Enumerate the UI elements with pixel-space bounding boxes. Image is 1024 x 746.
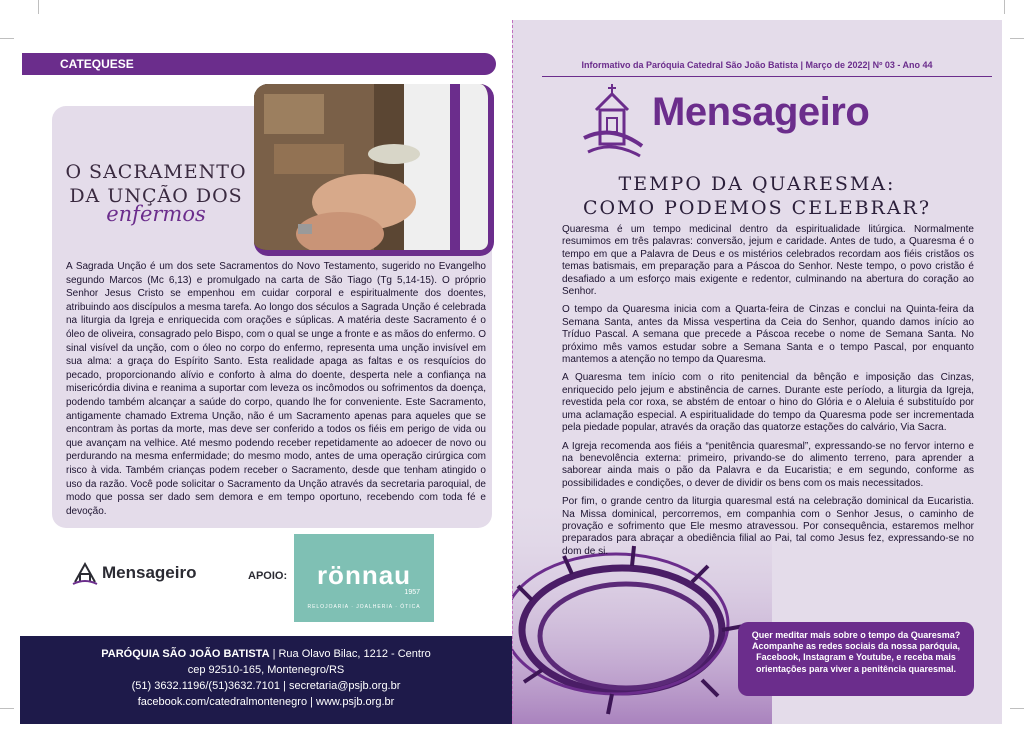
headline [512, 172, 1002, 220]
headline-line-1: TEMPO DA QUARESMA: [618, 173, 896, 195]
sponsor-year: 1957 [404, 589, 420, 596]
left-page [20, 20, 512, 724]
fold-line [512, 20, 513, 724]
footer-cep: cep 92510-165, Montenegro/RS [187, 664, 345, 676]
church-icon [72, 560, 98, 586]
right-page [512, 20, 1002, 724]
info-line: Informativo da Paróquia Catedral São João Batista | Março de 2022| Nº 03 - Ano 44 [581, 60, 933, 70]
article-body: A Sagrada Unção é um dos sete Sacramentos do Novo Testamento, sugerido no Evangelho segundo Marcos (Mc 6,13) e promulgado na carta de São Tiago (Tg 5,14-15). O próprio Senhor Jesus Cristo se empenhou em cuidar corporal e espiritualmente dos doentes, atribuindo aos discípulos a mesma tarefa. Ao longo dos séculos a Sagrada Unção é celebrada na liturgia da Igreja e enriquecida com orações e súplicas. A matéria deste Sacramento é o óleo de oliveira, consagrado pelo Bispo, com o qual se unge a fronte e as mãos do enfermo. O sinal visível da unção, com o óleo no corpo do enfermo, representa uma unção invisível em sua alma: a graça do Espírito Santo. Esta realidade apaga as faltas e os resquícios do pecado, proporcionando alívio e conforto à alma do doente, desperta nele a confiança na misericórdia divina e reanima a suportar com leveza os incômodos ou sofrimentos da doença, podendo também alcançar a saúde do corpo, quando lhe for conveniente. Este Sacramento, antigamente chamado Extrema Unção, não é um Sacramento apenas para aqueles que se encontram às portas da morte, mas deve ser conferido a todos os fiéis em perigo de vida ou que avançam na velhice. Até mesmo podendo receber repetidamente ao adoecer de novo ou perdurando na mesma enfermidade; do mesmo modo, antes de uma operação cirúrgica com risco à vida. Também crianças podem receber o Sacramento, desde que tenham atingido o uso da razão. Você pode solicitar o Sacramento da Unção através da secretaria paroquial, de modo que possa ser dado sem demora e em tempo oportuno, recebendo com toda fé e devoção. [66, 261, 486, 517]
section-label: CATEQUESE [22, 53, 496, 75]
masthead-title: Mensageiro [652, 90, 870, 134]
sponsor-subtitle: RELOJOARIA · JOALHERIA · ÓTICA [307, 604, 421, 610]
info-rule [542, 76, 992, 77]
article-title-script: enfermos [106, 202, 206, 226]
paragraph: A Quaresma tem início com o rito penitencial da bênção e imposição das Cinzas, enriquecido pelo jejum e abstinência de carnes. Durante este período, a liturgia da Igreja, revestida pela cor roxa, se abstém de entoar o hino do Glória e o Aleluia é substituído por uma aclamação especial. A espiritualidade do tempo da Quaresma pode ser incrementada pela piedade popular, através da oração das quatorze estações do calvário, Via Sacra. [562, 372, 974, 434]
crop-mark [1004, 0, 1005, 14]
crop-mark [1010, 708, 1024, 709]
paragraph: Quaresma é um tempo medicinal dentro da espiritualidade litúrgica. Normalmente resumimos em três palavras: conversão, jejum e caridade. Antes de tudo, a Quaresma é o tempo em que a Palavra de Deus e os mistérios celebrados recordam aos fiéis cristãos os temas batismais, em preparação para a Páscoa do Senhor. Neste tempo, o povo cristão é desafiado a um esforço mais exigente e redentor, culminando na abertura do coração ao Senhor. [562, 224, 974, 298]
footer-line-1 [20, 646, 512, 662]
callout-box: Quer meditar mais sobre o tempo da Quaresma? Acompanhe as redes sociais da nossa paróquia, Facebook, Instagram e Youtube, e receba mais orientações para viver a penitência quaresmal. [738, 622, 974, 696]
apoio-label: APOIO: [248, 570, 288, 582]
crop-mark [0, 708, 14, 709]
footer-parish: PARÓQUIA SÃO JOÃO BATISTA [101, 648, 270, 660]
headline-line-2: COMO PODEMOS CELEBRAR? [582, 197, 932, 219]
article-title [58, 160, 254, 208]
crop-mark [1010, 38, 1024, 39]
article-title-line-1: O SACRAMENTO [65, 161, 247, 183]
article-title-line-2: DA UNÇÃO DOS [69, 185, 243, 207]
footer-phones: (51) 3632.1196/(51)3632.7101 | secretaria@psjb.org.br [131, 680, 401, 692]
sponsor-name: rönnau [316, 560, 412, 590]
crop-mark [38, 0, 39, 14]
paragraph: Por fim, o grande centro da liturgia quaresmal está na celebração dominical da Eucaristia. Na Missa dominical, percorremos, em companhia com o Senhor Jesus, o caminho de provação e sofrimento que Ele mesmo atravessou. Por consequência, estaremos melhor preparados para abraçar a obediência filial ao Pai, tal como Jesus fez, expressando-se no dom de si. [562, 496, 974, 557]
logo-text: Mensageiro [102, 563, 197, 582]
sponsor-logo [294, 534, 434, 622]
footer-web: facebook.com/catedralmontenegro | www.psjb.org.br [137, 696, 395, 708]
church-icon [582, 80, 646, 160]
anointing-photo [254, 84, 494, 256]
mensageiro-logo-small [72, 560, 196, 586]
paragraph: A Igreja recomenda aos fiéis a “penitência quaresmal”, expressando-se no fervor interno e na benevolência externa: primeiro, privando-se do alimento terreno, para aprender a saborear ainda mais o pão da Palavra e da Eucaristia; e em segundo, conforme as possibilidades e condições, o dever de dividir os bens com os mais necessitados. [562, 440, 974, 489]
crop-mark [0, 38, 14, 39]
paragraph: O tempo da Quaresma inicia com a Quarta-feira de Cinzas e conclui na Quinta-feira da Semana Santa, antes da Missa vespertina da Ceia do Senhor, quando damos início ao Tríduo Pascal. A semana que precede a Páscoa recebe o nome de Semana Santa. No próximo mês vamos estudar sobre a Semana Santa e o tempo Pascal, por enquanto mantemos a atenção no tempo da Quaresma. [562, 304, 974, 366]
article-body [562, 224, 974, 564]
footer-address: | Rua Olavo Bilac, 1212 - Centro [272, 648, 431, 660]
parish-footer [20, 636, 512, 724]
